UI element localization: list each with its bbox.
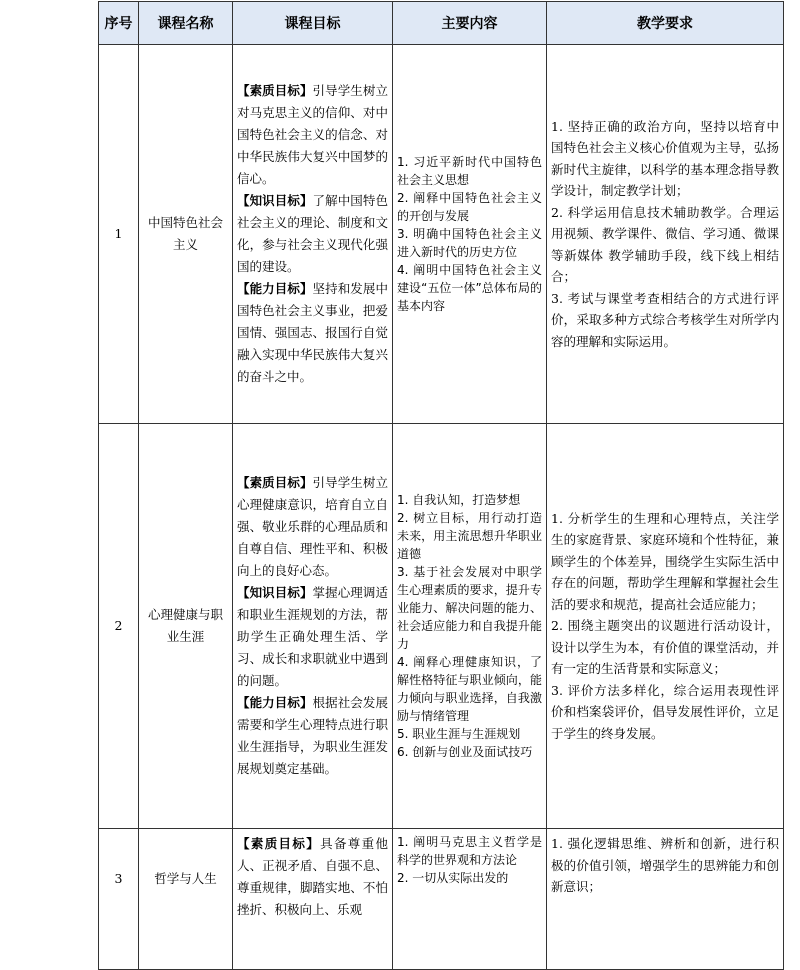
course-name: 中国特色社会主义 [139, 45, 233, 424]
row-index: 3 [99, 829, 139, 970]
header-main-content: 主要内容 [393, 2, 547, 45]
table-row [99, 829, 784, 970]
goal-text: 了解中国特色社会主义的理论、制度和文化，参与社会主义现代化强国的建设。 [237, 193, 388, 274]
requirement-item: 1. 分析学生的生理和心理特点，关注学生的家庭背景、家庭环境和个性特征，兼顾学生的个体差异，围绕学生实际生活中存在的问题，帮助学生理解和掌握社会生活的要求和规范，提高社会适应能力； [551, 510, 779, 612]
row-index: 1 [99, 45, 139, 424]
requirement-item: 2. 科学运用信息技术辅助教学。合理运用视频、教学课件、微信、学习通、微课等新媒体 教学辅助手段，线下线上相结合； [551, 204, 779, 285]
header-index: 序号 [99, 2, 139, 45]
teaching-requirements [547, 829, 784, 970]
requirement-item: 3. 评价方法多样化，综合运用表现性评价和档案袋评价，倡导发展性评价，立足于学生的终身发展。 [551, 682, 779, 741]
table-row [99, 45, 784, 424]
goal-tag: 【知识目标】 [237, 585, 313, 600]
requirement-item: 3. 考试与课堂考查相结合的方式进行评价，采取多种方式综合考核学生对所学内容的理解和实际运用。 [551, 290, 779, 349]
goal-tag: 【能力目标】 [237, 695, 313, 710]
goal-text: 掌握心理调适和职业生涯规划的方法，帮助学生正确处理生活、学习、成长和求职就业中遇到的问题。 [237, 585, 388, 688]
curriculum-table-container [98, 1, 783, 917]
goal-tag: 【素质目标】 [237, 83, 313, 98]
content-item: 3. 基于社会发展对中职学生心理素质的要求，提升专业能力、解决问题的能力、社会适应能力和自我提升能力 [397, 565, 542, 651]
goal-item [237, 833, 388, 921]
row-index: 2 [99, 424, 139, 829]
goal-item [237, 692, 388, 780]
content-item: 2. 阐释中国特色社会主义的开创与发展 [397, 191, 542, 223]
content-item: 1. 自我认知，打造梦想 [397, 493, 521, 507]
header-teaching-requirements: 教学要求 [547, 2, 784, 45]
header-course-goal: 课程目标 [233, 2, 393, 45]
goal-item [237, 80, 388, 190]
content-item: 2. 树立目标，用行动打造未来，用主流思想升华职业道德 [397, 511, 542, 561]
teaching-requirements [547, 424, 784, 829]
goal-text: 具备尊重他人、正视矛盾、自强不息、尊重规律，脚踏实地、不怕挫折、积极向上、乐观 [237, 836, 388, 917]
goal-item [237, 582, 388, 692]
table-row [99, 424, 784, 829]
course-goals [233, 424, 393, 829]
header-row [99, 2, 784, 45]
teaching-requirements [547, 45, 784, 424]
content-item: 1. 阐明马克思主义哲学是科学的世界观和方法论 [397, 835, 542, 867]
curriculum-table [98, 1, 784, 970]
goal-text: 坚持和发展中国特色社会主义事业，把爱国情、强国志、报国行自觉融入实现中华民族伟大复兴的奋斗之中。 [237, 281, 388, 384]
course-name: 心理健康与职业生涯 [139, 424, 233, 829]
main-content [393, 424, 547, 829]
requirement-item: 1. 坚持正确的政治方向，坚持以培育中国特色社会主义核心价值观为主导，弘扬新时代主旋律，以科学的基本理念指导教学设计，制定教学计划； [551, 118, 779, 199]
goal-text: 根据社会发展需要和学生心理特点进行职业生涯指导，为职业生涯发展规划奠定基础。 [237, 695, 388, 776]
requirement-item: 1. 强化逻辑思维、辨析和创新，进行积极的价值引领，增强学生的思辨能力和创新意识； [551, 836, 779, 894]
goal-tag: 【素质目标】 [237, 475, 313, 490]
content-item: 3. 明确中国特色社会主义进入新时代的历史方位 [397, 227, 542, 259]
content-item: 1. 习近平新时代中国特色社会主义思想 [397, 155, 542, 187]
content-item: 4. 阐释心理健康知识，了解性格特征与职业倾向，能力倾向与职业选择，自我激励与情绪管理 [397, 655, 542, 723]
goal-tag: 【素质目标】 [237, 836, 321, 851]
content-item: 5. 职业生涯与生涯规划 [397, 727, 521, 741]
goal-tag: 【能力目标】 [237, 281, 313, 296]
requirement-item: 2. 围绕主题突出的议题进行活动设计，设计以学生为本，有价值的课堂活动，并有一定的生活背景和实际意义； [551, 618, 779, 677]
course-goals [233, 829, 393, 970]
header-course-name: 课程名称 [139, 2, 233, 45]
goal-tag: 【知识目标】 [237, 193, 313, 208]
main-content [393, 829, 547, 970]
goal-item [237, 472, 388, 582]
content-item: 4. 阐明中国特色社会主义建设“五位一体”总体布局的基本内容 [397, 263, 542, 313]
main-content [393, 45, 547, 424]
goal-text: 引导学生树立对马克思主义的信仰、对中国特色社会主义的信念、对中华民族伟大复兴中国梦的信心。 [237, 83, 388, 186]
content-item: 2. 一切从实际出发的 [397, 871, 509, 885]
course-name: 哲学与人生 [139, 829, 233, 970]
course-goals [233, 45, 393, 424]
goal-item [237, 190, 388, 278]
content-item: 6. 创新与创业及面试技巧 [397, 745, 533, 759]
goal-item [237, 278, 388, 388]
goal-text: 引导学生树立心理健康意识，培育自立自强、敬业乐群的心理品质和自尊自信、理性平和、积极向上的良好心态。 [237, 475, 388, 578]
